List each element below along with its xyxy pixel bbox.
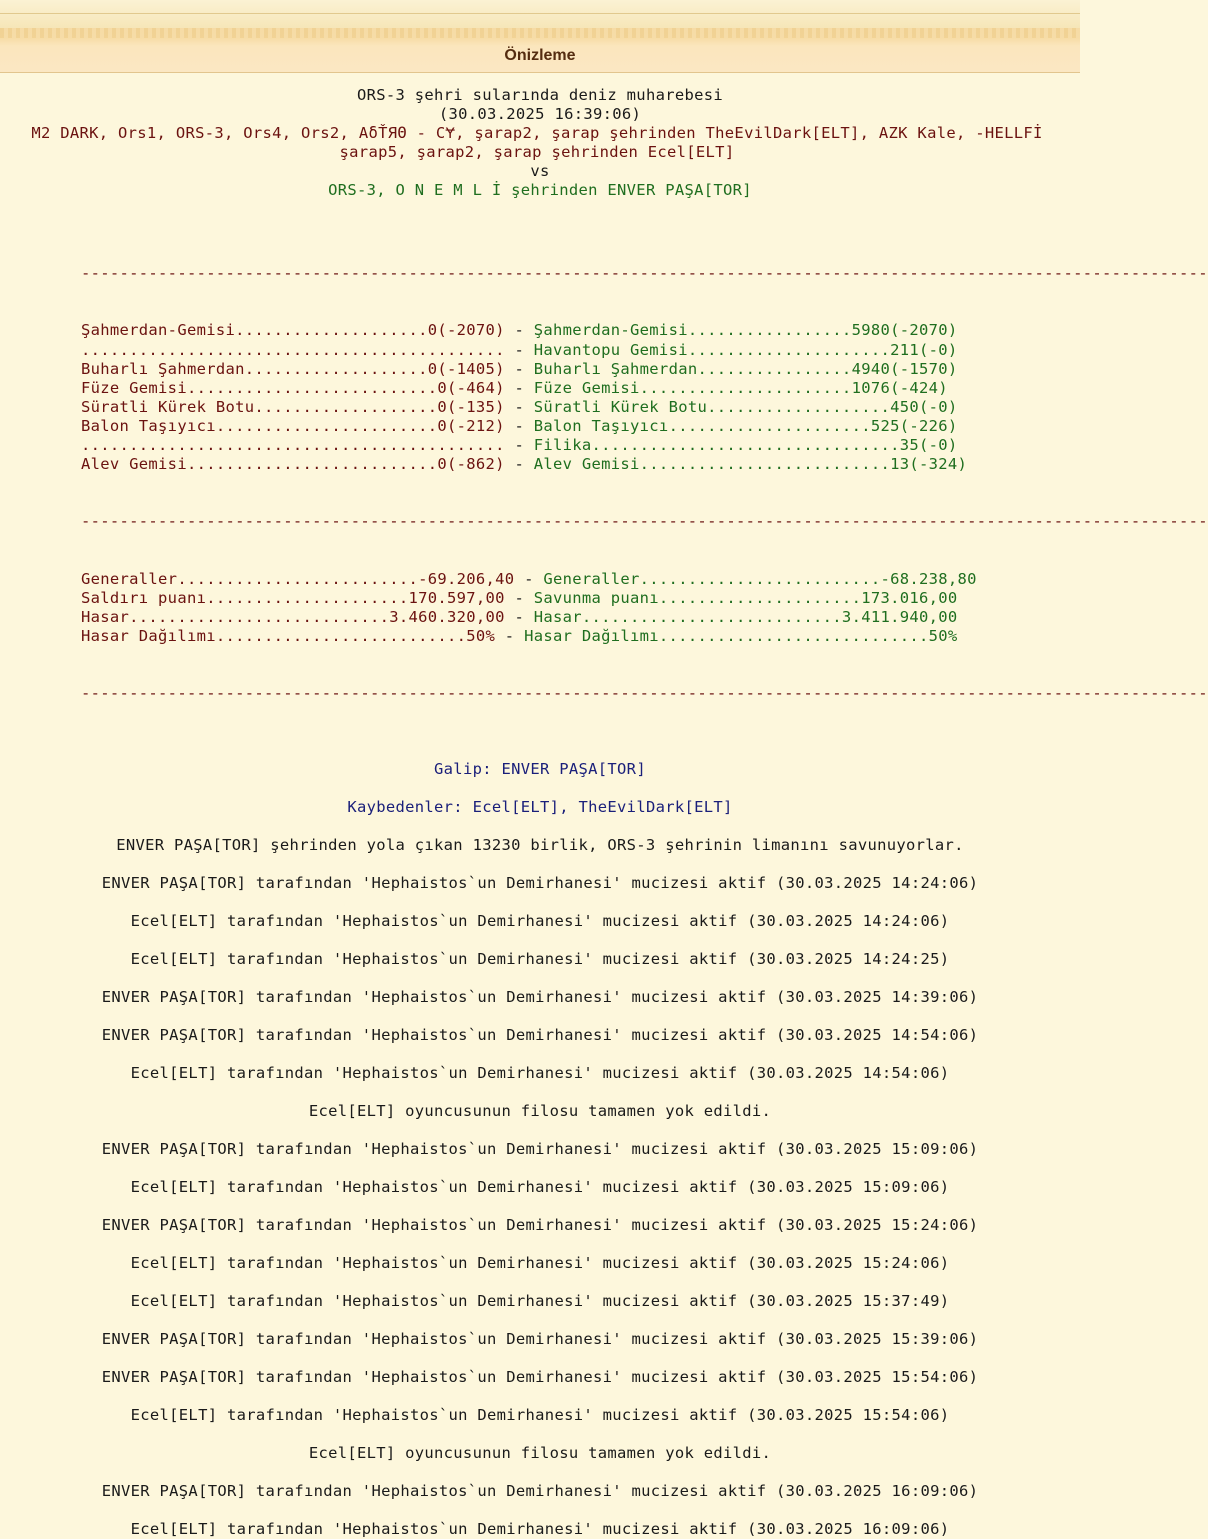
- row-divider: -: [504, 321, 534, 340]
- attacker-cell: Süratli Kürek Botu...................0(-135): [81, 397, 505, 416]
- attacker-cell: Füze Gemisi..........................0(-464): [81, 378, 505, 397]
- row-divider: -: [495, 626, 525, 645]
- row-divider: -: [504, 607, 534, 626]
- row-divider: -: [504, 436, 534, 455]
- attacker-cell: ............................................: [81, 340, 505, 359]
- stats-row: [81, 417, 1080, 436]
- defender-line: ORS-3, O N E M L İ şehrinden ENVER PAŞA[TOR]: [328, 181, 752, 199]
- log-entry: ENVER PAŞA[TOR] tarafından 'Hephaistos`un Demirhanesi' mucizesi aktif (30.03.2025 15:24:06): [101, 1215, 979, 1234]
- battle-stats-table: [81, 226, 1208, 742]
- stats-row: [81, 627, 1080, 646]
- row-divider: -: [504, 588, 534, 607]
- log-entry: Ecel[ELT] tarafından 'Hephaistos`un Demirhanesi' mucizesi aktif (30.03.2025 15:54:06): [130, 1405, 950, 1424]
- total-rows: [81, 570, 1080, 646]
- stats-row: [81, 379, 1080, 398]
- attacker-cell: Alev Gemisi..........................0(-862): [81, 455, 505, 474]
- stats-row: [81, 608, 1080, 627]
- battle-report: [0, 86, 1208, 1539]
- row-divider: -: [514, 569, 544, 588]
- log-entry: ENVER PAŞA[TOR] tarafından 'Hephaistos`un Demirhanesi' mucizesi aktif (30.03.2025 14:39:06): [101, 987, 979, 1006]
- log-entry: Ecel[ELT] tarafından 'Hephaistos`un Demirhanesi' mucizesi aktif (30.03.2025 14:54:06): [130, 1063, 950, 1082]
- stats-row: [81, 360, 1080, 379]
- attacker-cell: Hasar Dağılımı..........................50%: [81, 626, 496, 645]
- stats-row: [81, 589, 1080, 608]
- stats-row: [81, 341, 1080, 360]
- log-entry: Ecel[ELT] tarafından 'Hephaistos`un Demirhanesi' mucizesi aktif (30.03.2025 16:09:06): [130, 1519, 950, 1538]
- defender-cell: Süratli Kürek Botu...................450(-0): [533, 397, 958, 416]
- battle-title: ORS-3 şehri sularında deniz muharebesi: [356, 86, 723, 104]
- row-divider: -: [504, 340, 534, 359]
- stats-row: [81, 321, 1080, 340]
- losers-line: Kaybedenler: Ecel[ELT], TheEvilDark[ELT]: [347, 797, 733, 816]
- defender-cell: Hasar Dağılımı............................50%: [524, 626, 958, 645]
- attacker-cell: Hasar...........................3.460.320,00: [81, 607, 505, 626]
- defender-cell: Havantopu Gemisi.....................211(-0): [533, 340, 958, 359]
- preview-title-bar: [0, 28, 1080, 73]
- defender-cell: Buharlı Şahmerdan................4940(-1570): [533, 359, 958, 378]
- separator: ---------------------------------------------------------------------------------------------------------------------: [81, 512, 1208, 531]
- attackers-line-1: M2 DARK, Ors1, ORS-3, Ors4, Ors2, AδŤЯΘ - CɎ, şarap2, şarap şehrinden TheEvilDark[ELT], AZK Kale, -HELLFİ: [31, 124, 1043, 142]
- log-entry: ENVER PAŞA[TOR] tarafından 'Hephaistos`un Demirhanesi' mucizesi aktif (30.03.2025 15:09:06): [101, 1139, 979, 1158]
- attacker-cell: Saldırı puanı.....................170.597,00: [81, 588, 505, 607]
- attacker-cell: Generaller.........................-69.206,40: [81, 569, 515, 588]
- attackers-line-2: şarap5, şarap2, şarap şehrinden Ecel[ELT]: [339, 143, 735, 161]
- attacker-cell: Buharlı Şahmerdan...................0(-1405): [81, 359, 505, 378]
- defender-cell: Filika................................35(-0): [533, 436, 958, 455]
- stats-row: [81, 436, 1080, 455]
- log-entry: Ecel[ELT] oyuncusunun filosu tamamen yok edildi.: [308, 1443, 772, 1462]
- separator: ---------------------------------------------------------------------------------------------------------------------: [81, 264, 1208, 283]
- stats-row: [81, 570, 1080, 589]
- log-entry: Ecel[ELT] oyuncusunun filosu tamamen yok edildi.: [308, 1101, 772, 1120]
- battle-datetime: (30.03.2025 16:39:06): [438, 105, 642, 123]
- attacker-cell: Şahmerdan-Gemisi....................0(-2070): [81, 321, 505, 340]
- log-entry: ENVER PAŞA[TOR] tarafından 'Hephaistos`un Demirhanesi' mucizesi aktif (30.03.2025 16:09:06): [101, 1481, 979, 1500]
- log-entry: ENVER PAŞA[TOR] tarafından 'Hephaistos`un Demirhanesi' mucizesi aktif (30.03.2025 14:24:06): [101, 873, 979, 892]
- log-entry: ENVER PAŞA[TOR] tarafından 'Hephaistos`un Demirhanesi' mucizesi aktif (30.03.2025 14:54:06): [101, 1025, 979, 1044]
- window-title: Önizleme: [504, 47, 576, 64]
- row-divider: -: [504, 455, 534, 474]
- defender-cell: Şahmerdan-Gemisi.................5980(-2070): [533, 321, 958, 340]
- log-entry: ENVER PAŞA[TOR] tarafından 'Hephaistos`un Demirhanesi' mucizesi aktif (30.03.2025 15:39:06): [101, 1329, 979, 1348]
- window-top-border: [0, 0, 1080, 29]
- vs-label: vs: [530, 162, 550, 180]
- row-divider: -: [504, 416, 534, 435]
- battle-log: [0, 836, 1080, 1539]
- stats-row: [81, 455, 1080, 474]
- log-entry: Ecel[ELT] tarafından 'Hephaistos`un Demirhanesi' mucizesi aktif (30.03.2025 15:09:06): [130, 1177, 950, 1196]
- row-divider: -: [504, 359, 534, 378]
- log-entry: Ecel[ELT] tarafından 'Hephaistos`un Demirhanesi' mucizesi aktif (30.03.2025 14:24:25): [130, 949, 950, 968]
- log-entry: ENVER PAŞA[TOR] şehrinden yola çıkan 13230 birlik, ORS-3 şehrinin limanını savunuyorlar.: [116, 835, 964, 854]
- defender-cell: Balon Taşıyıcı.....................525(-226): [533, 416, 958, 435]
- row-divider: -: [504, 378, 534, 397]
- log-entry: Ecel[ELT] tarafından 'Hephaistos`un Demirhanesi' mucizesi aktif (30.03.2025 15:37:49): [130, 1291, 950, 1310]
- attacker-cell: Balon Taşıyıcı.......................0(-212): [81, 416, 505, 435]
- log-entry: ENVER PAŞA[TOR] tarafından 'Hephaistos`un Demirhanesi' mucizesi aktif (30.03.2025 15:54:06): [101, 1367, 979, 1386]
- log-entry: Ecel[ELT] tarafından 'Hephaistos`un Demirhanesi' mucizesi aktif (30.03.2025 14:24:06): [130, 911, 950, 930]
- title-bar-pattern: [0, 28, 1080, 38]
- attacker-cell: ............................................: [81, 436, 505, 455]
- stats-row: [81, 398, 1080, 417]
- defender-cell: Hasar...........................3.411.940,00: [533, 607, 958, 626]
- row-divider: -: [504, 397, 534, 416]
- unit-rows: [81, 321, 1080, 474]
- defender-cell: Generaller.........................-68.238,80: [543, 569, 977, 588]
- log-entry: Ecel[ELT] tarafından 'Hephaistos`un Demirhanesi' mucizesi aktif (30.03.2025 15:24:06): [130, 1253, 950, 1272]
- defender-cell: Alev Gemisi..........................13(-324): [533, 455, 968, 474]
- separator: ---------------------------------------------------------------------------------------------------------------------: [81, 684, 1208, 703]
- defender-cell: Füze Gemisi......................1076(-424): [533, 378, 948, 397]
- winner-line: Galip: ENVER PAŞA[TOR]: [434, 759, 646, 778]
- defender-cell: Savunma puanı.....................173.016,00: [533, 588, 958, 607]
